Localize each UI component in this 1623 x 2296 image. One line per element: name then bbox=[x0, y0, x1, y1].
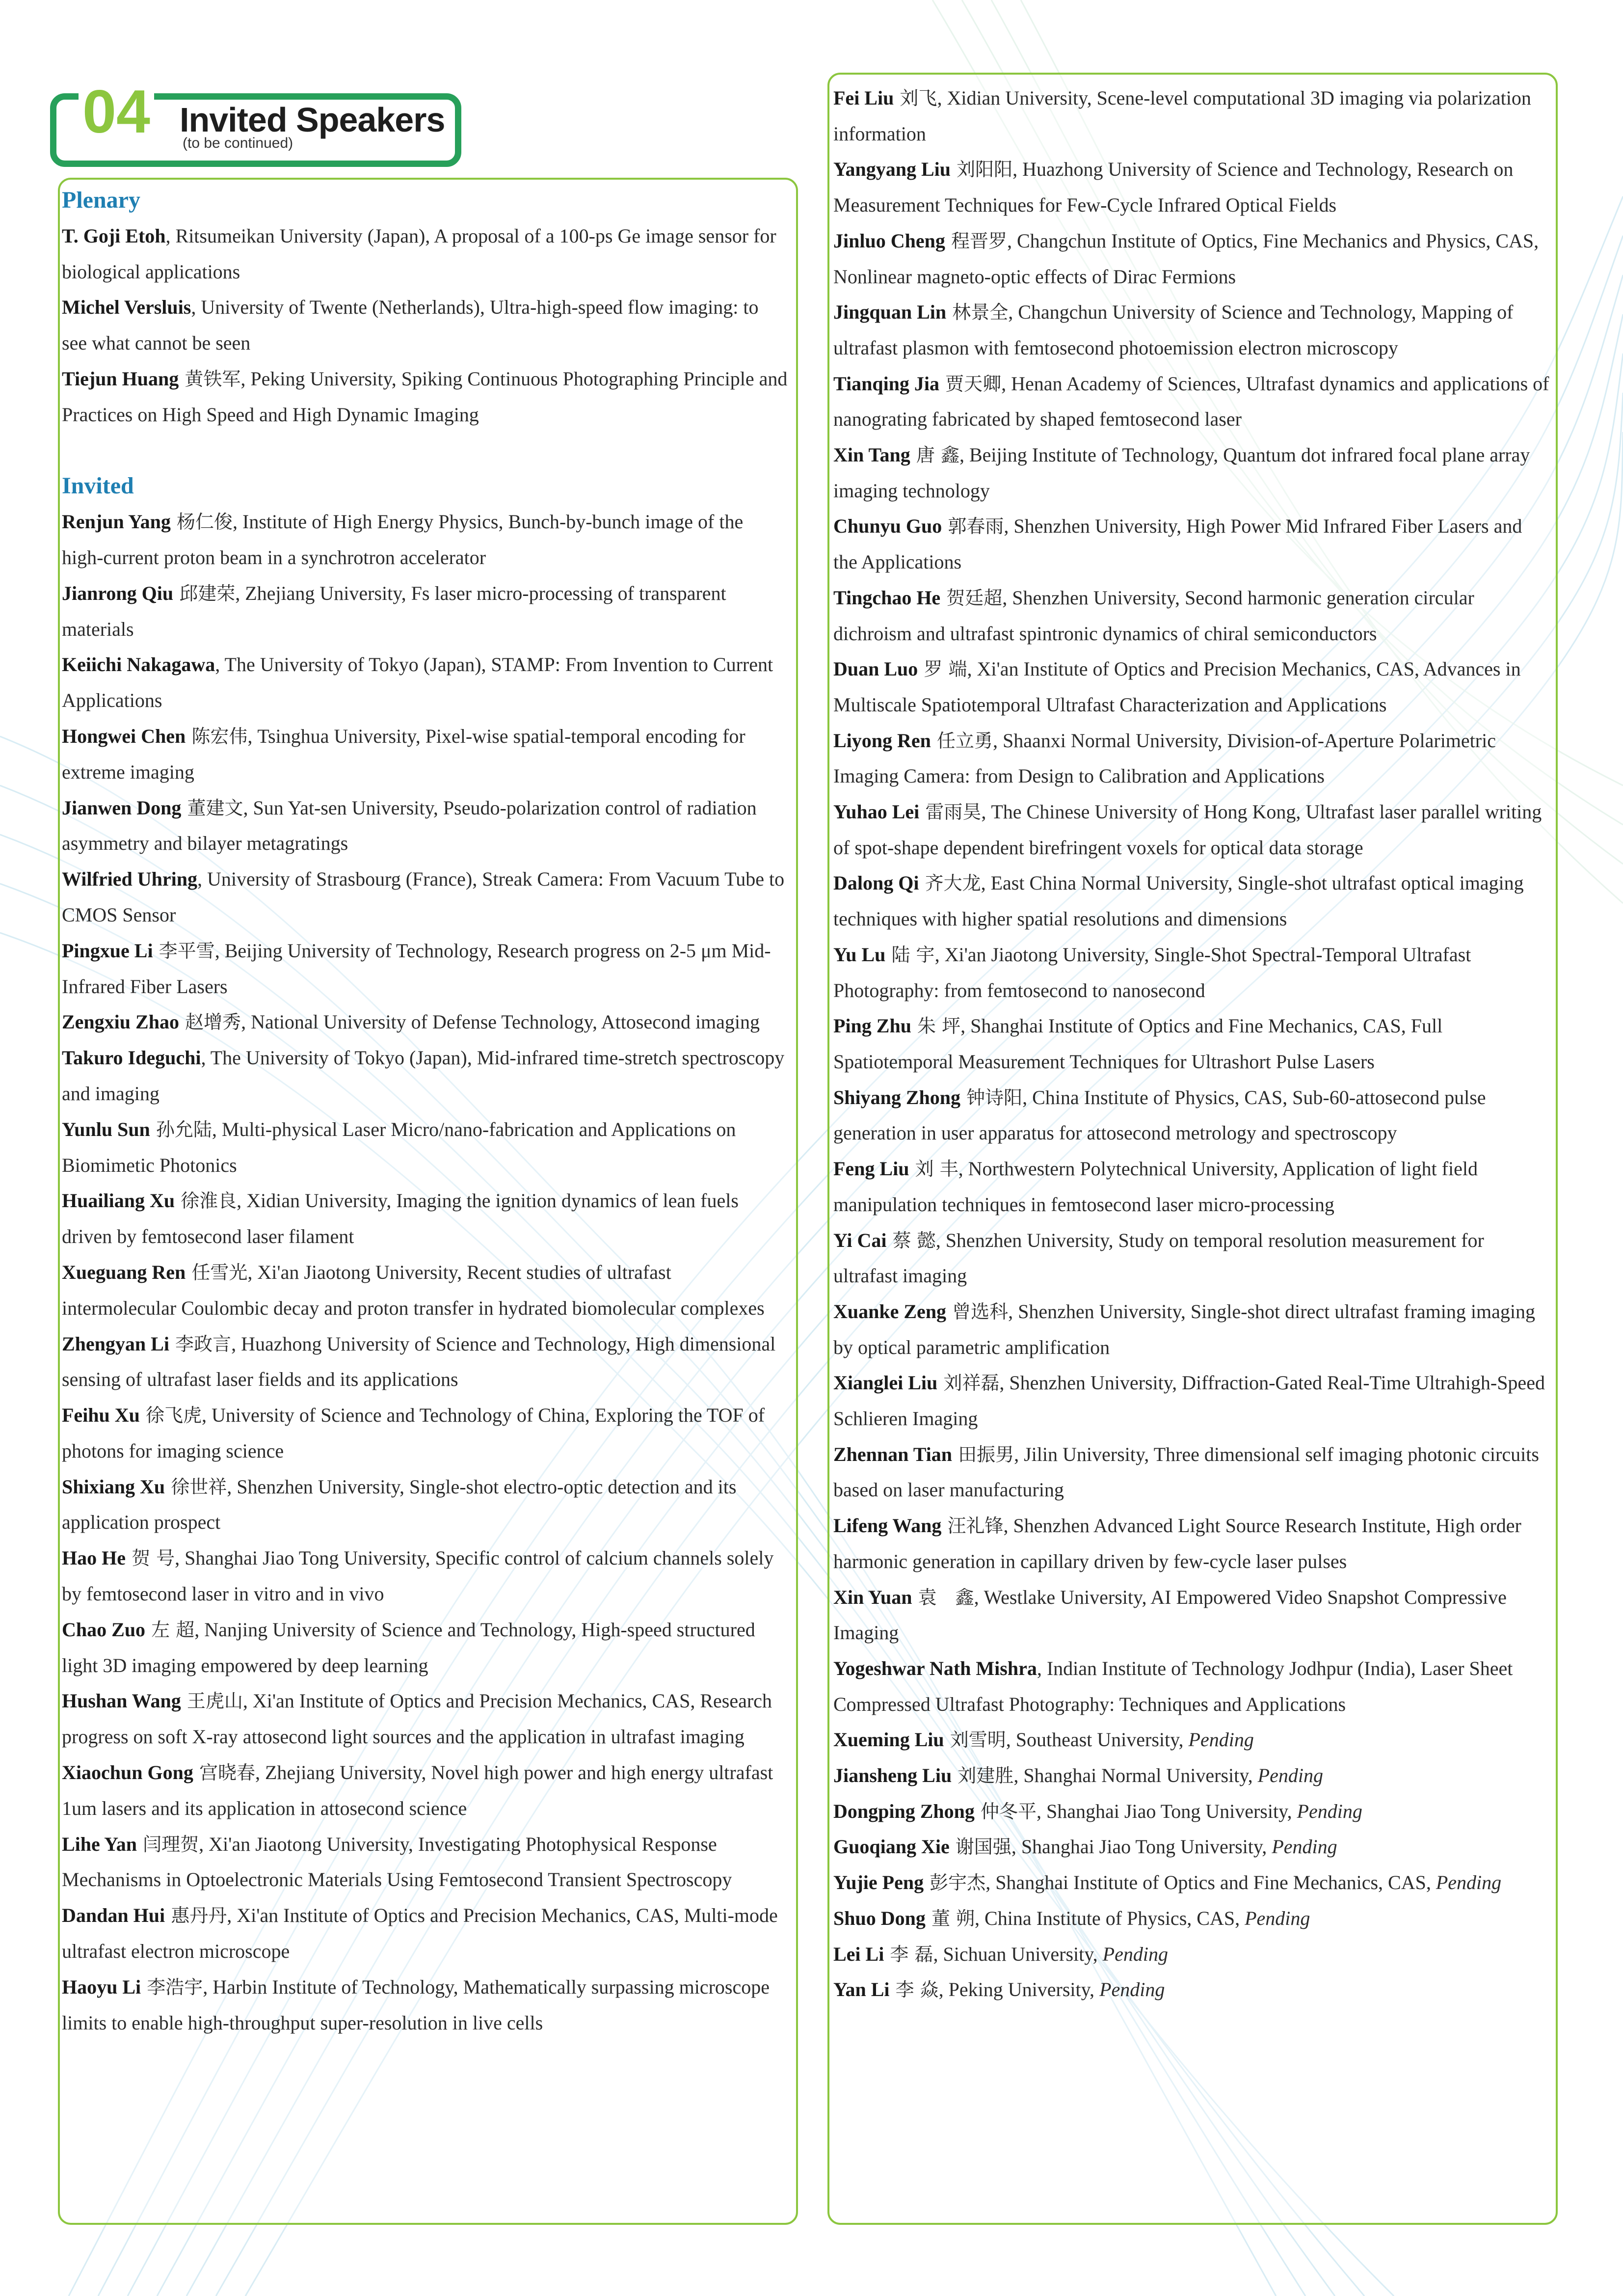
speaker-chinese-name: 郭春雨 bbox=[942, 515, 1004, 538]
speaker-affiliation-and-talk: , Harbin Institute of Technology, Mathematically surpassing microscope limits to enable high-throughput super-resolution in live cells bbox=[62, 1975, 770, 2034]
speaker-entry bbox=[833, 1758, 1551, 1794]
speaker-entry bbox=[833, 295, 1551, 366]
speaker-chinese-name: 李 磊 bbox=[884, 1943, 933, 1965]
speaker-affiliation-and-talk: , Xi'an Jiaotong University, Recent studies of ultrafast intermolecular Coulombic decay and proton transfer in hydrated biomolecular complexes bbox=[62, 1261, 765, 1319]
plenary-list bbox=[62, 218, 788, 433]
speaker-chinese-name: 袁 鑫 bbox=[912, 1586, 974, 1608]
speaker-name: Yan Li bbox=[833, 1978, 890, 2001]
speaker-affiliation-and-talk: , Northwestern Polytechnical University, Application of light field manipulation techniques in femtosecond laser micro-processing bbox=[833, 1158, 1478, 1216]
section-number: 04 bbox=[79, 81, 154, 142]
speaker-chinese-name: 左 超 bbox=[145, 1619, 195, 1641]
speaker-affiliation-and-talk: , Shanghai Institute of Optics and Fine Mechanics, CAS, bbox=[985, 1871, 1436, 1894]
speaker-chinese-name: 贾天卿 bbox=[939, 373, 1002, 395]
speaker-chinese-name: 田振男 bbox=[952, 1443, 1014, 1465]
speaker-entry bbox=[833, 1580, 1551, 1651]
speaker-entry bbox=[62, 1970, 788, 2041]
speaker-chinese-name: 陆 宇 bbox=[885, 944, 935, 966]
speaker-chinese-name: 李浩宇 bbox=[141, 1976, 203, 1998]
speaker-entry bbox=[62, 1398, 788, 1469]
speaker-name: Haoyu Li bbox=[62, 1975, 141, 1998]
speaker-name: Yu Lu bbox=[833, 943, 886, 966]
speaker-name: Dalong Qi bbox=[833, 872, 919, 894]
speaker-name: Zengxiu Zhao bbox=[62, 1011, 179, 1033]
speaker-name: Feihu Xu bbox=[62, 1404, 140, 1427]
speaker-entry bbox=[833, 1794, 1551, 1830]
speaker-entry bbox=[62, 933, 788, 1005]
speaker-affiliation-and-talk: , Shanghai Jiao Tong University, bbox=[1037, 1800, 1297, 1822]
speaker-name: Xueming Liu bbox=[833, 1729, 944, 1751]
speaker-entry bbox=[833, 1829, 1551, 1865]
talk-status-pending: Pending bbox=[1436, 1871, 1502, 1894]
speaker-affiliation-and-talk: , Nanjing University of Science and Technology, High-speed structured light 3D imaging empowered by deep learning bbox=[62, 1618, 755, 1676]
page-title: Invited Speakers bbox=[180, 101, 445, 139]
speaker-entry bbox=[62, 361, 788, 433]
speaker-name: Yunlu Sun bbox=[62, 1118, 150, 1140]
speaker-name: Xianglei Liu bbox=[833, 1372, 938, 1394]
speaker-chinese-name: 贺 号 bbox=[125, 1547, 175, 1569]
speaker-chinese-name: 董 朔 bbox=[925, 1907, 975, 1929]
speaker-entry bbox=[833, 1937, 1551, 1972]
speaker-affiliation-and-talk: , Sichuan University, bbox=[933, 1943, 1103, 1965]
speaker-entry bbox=[62, 1827, 788, 1898]
speaker-entry bbox=[62, 1112, 788, 1184]
speaker-entry bbox=[833, 723, 1551, 794]
speaker-entry bbox=[833, 1223, 1551, 1294]
speaker-affiliation-and-talk: , The Chinese University of Hong Kong, Ultrafast laser parallel writing of spot-shape dependent birefringent voxels for optical data storage bbox=[833, 801, 1542, 859]
speaker-entry bbox=[62, 790, 788, 862]
speaker-chinese-name: 朱 坪 bbox=[911, 1015, 961, 1037]
plenary-heading: Plenary bbox=[62, 187, 140, 213]
speaker-entry bbox=[833, 1972, 1551, 2008]
speaker-chinese-name: 齐大龙 bbox=[919, 872, 981, 894]
speaker-chinese-name: 林景全 bbox=[946, 301, 1009, 324]
speaker-affiliation-and-talk: , China Institute of Physics, CAS, Sub-60-attosecond pulse generation in user apparatus for attosecond metrology and spectroscopy bbox=[833, 1086, 1486, 1144]
speaker-affiliation-and-talk: , Shenzhen University, Second harmonic generation circular dichroism and ultrafast spintronic dynamics of chiral semiconductors bbox=[833, 586, 1474, 645]
speaker-affiliation-and-talk: , Changchun Institute of Optics, Fine Mechanics and Physics, CAS, Nonlinear magneto-optic effects of Dirac Fermions bbox=[833, 229, 1539, 288]
speaker-chinese-name: 闫理贺 bbox=[137, 1833, 199, 1855]
section-spacer bbox=[62, 433, 788, 469]
speaker-affiliation-and-talk: , Shenzhen Advanced Light Source Research Institute, High order harmonic generation in capillary driven by few-cycle laser pulses bbox=[833, 1514, 1521, 1572]
speaker-entry bbox=[833, 580, 1551, 651]
speaker-affiliation-and-talk: , China Institute of Physics, CAS, bbox=[975, 1907, 1245, 1929]
speaker-entry bbox=[62, 1469, 788, 1541]
speaker-affiliation-and-talk: , The University of Tokyo (Japan), Mid-infrared time-stretch spectroscopy and imaging bbox=[62, 1047, 785, 1105]
speaker-affiliation-and-talk: , Shenzhen University, High Power Mid Infrared Fiber Lasers and the Applications bbox=[833, 515, 1522, 573]
speaker-entry bbox=[62, 576, 788, 648]
speaker-name: Jianwen Dong bbox=[62, 796, 182, 819]
talk-status-pending: Pending bbox=[1099, 1978, 1165, 2001]
speaker-affiliation-and-talk: , East China Normal University, Single-shot ultrafast optical imaging techniques with higher spatial resolutions and dimensions bbox=[833, 872, 1524, 930]
speaker-affiliation-and-talk: , Huazhong University of Science and Technology, High dimensional sensing of ultrafast laser fields and its applications bbox=[62, 1332, 776, 1391]
speaker-chinese-name: 赵增秀 bbox=[179, 1011, 241, 1033]
talk-status-pending: Pending bbox=[1188, 1729, 1254, 1751]
speaker-name: Yogeshwar Nath Mishra bbox=[833, 1657, 1037, 1679]
speaker-affiliation-and-talk: , Xi'an Institute of Optics and Precision Mechanics, CAS, Research progress on soft X-ray attosecond light sources and the application in ultrafast imaging bbox=[62, 1690, 772, 1748]
speaker-chinese-name: 程晋罗 bbox=[945, 230, 1007, 252]
speaker-name: Hushan Wang bbox=[62, 1690, 181, 1712]
speaker-chinese-name: 任雪光 bbox=[186, 1261, 248, 1283]
invited-list bbox=[62, 504, 788, 2041]
speaker-entry bbox=[833, 509, 1551, 580]
speaker-chinese-name: 谢国强 bbox=[949, 1836, 1011, 1858]
speaker-affiliation-and-talk: , Jilin University, Three dimensional self imaging photonic circuits based on laser manufacturing bbox=[833, 1443, 1539, 1501]
speaker-affiliation-and-talk: , Zhejiang University, Fs laser micro-processing of transparent materials bbox=[62, 582, 726, 640]
speaker-chinese-name: 曾选科 bbox=[946, 1300, 1009, 1323]
speaker-affiliation-and-talk: , Southeast University, bbox=[1006, 1729, 1189, 1751]
speaker-affiliation-and-talk: , Shenzhen University, Single-shot electro-optic detection and its application prospect bbox=[62, 1475, 737, 1534]
speaker-name: Ping Zhu bbox=[833, 1015, 911, 1037]
speaker-name: Jiansheng Liu bbox=[833, 1764, 952, 1787]
speaker-name: T. Goji Etoh bbox=[62, 224, 166, 247]
speaker-name: Jinluo Cheng bbox=[833, 229, 945, 252]
speaker-chinese-name: 杨仁俊 bbox=[170, 511, 233, 533]
talk-status-pending: Pending bbox=[1272, 1836, 1337, 1858]
speaker-affiliation-and-talk: , Multi-physical Laser Micro/nano-fabrication and Applications on Biomimetic Photonics bbox=[62, 1118, 736, 1176]
speaker-chinese-name: 蔡 懿 bbox=[886, 1229, 936, 1251]
speaker-affiliation-and-talk: , Sun Yat-sen University, Pseudo-polarization control of radiation asymmetry and bilayer metagratings bbox=[62, 796, 757, 855]
speaker-name: Hao He bbox=[62, 1547, 126, 1569]
speaker-affiliation-and-talk: , Shanghai Jiao Tong University, bbox=[1011, 1836, 1272, 1858]
speaker-chinese-name: 李平雪 bbox=[153, 940, 215, 962]
speaker-entry bbox=[833, 651, 1551, 723]
speaker-entry bbox=[833, 937, 1551, 1008]
speaker-name: Chunyu Guo bbox=[833, 515, 942, 538]
speaker-chinese-name: 仲冬平 bbox=[974, 1800, 1037, 1822]
speaker-chinese-name: 李政言 bbox=[169, 1333, 232, 1355]
speaker-name: Keiichi Nakagawa bbox=[62, 653, 215, 676]
speaker-name: Takuro Ideguchi bbox=[62, 1047, 201, 1069]
speaker-affiliation-and-talk: , Shenzhen University, Single-shot direct ultrafast framing imaging by optical parametric amplification bbox=[833, 1300, 1535, 1358]
speaker-affiliation-and-talk: , Beijing Institute of Technology, Quantum dot infrared focal plane array imaging technology bbox=[833, 444, 1530, 502]
speaker-chinese-name: 刘 丰 bbox=[909, 1158, 958, 1180]
speaker-entry bbox=[833, 1437, 1551, 1508]
speaker-name: Fei Liu bbox=[833, 87, 894, 109]
speaker-chinese-name: 孙允陆 bbox=[150, 1118, 212, 1140]
speaker-chinese-name: 刘雪明 bbox=[944, 1729, 1006, 1751]
speaker-name: Shiyang Zhong bbox=[833, 1086, 961, 1108]
speaker-chinese-name: 刘祥磊 bbox=[937, 1372, 1000, 1394]
speaker-name: Xueguang Ren bbox=[62, 1261, 186, 1283]
speaker-name: Zhengyan Li bbox=[62, 1332, 169, 1355]
invited-heading: Invited bbox=[62, 473, 134, 499]
speaker-chinese-name: 钟诗阳 bbox=[960, 1086, 1023, 1108]
speaker-name: Jianrong Qiu bbox=[62, 582, 174, 604]
speaker-entry bbox=[62, 1183, 788, 1255]
speaker-name: Hongwei Chen bbox=[62, 725, 186, 747]
speaker-chinese-name: 黄铁军 bbox=[179, 368, 241, 390]
speaker-entry bbox=[62, 1683, 788, 1755]
talk-status-pending: Pending bbox=[1102, 1943, 1168, 1965]
speaker-entry bbox=[62, 290, 788, 361]
speaker-entry bbox=[833, 223, 1551, 295]
speaker-affiliation-and-talk: , Peking University, Spiking Continuous Photographing Principle and Practices on High Speed and High Dynamic Imaging bbox=[62, 367, 788, 426]
speaker-affiliation-and-talk: , University of Twente (Netherlands), Ultra-high-speed flow imaging: to see what cannot be seen bbox=[62, 296, 759, 354]
speaker-name: Dandan Hui bbox=[62, 1904, 165, 1927]
speaker-affiliation-and-talk: , Shanghai Jiao Tong University, Specific control of calcium channels solely by femtosecond laser in vitro and in vivo bbox=[62, 1547, 774, 1605]
speaker-affiliation-and-talk: , Indian Institute of Technology Jodhpur (India), Laser Sheet Compressed Ultrafast Photography: Techniques and Applications bbox=[833, 1657, 1513, 1715]
speaker-affiliation-and-talk: , Henan Academy of Sciences, Ultrafast dynamics and applications of nanograting fabricated by shaped femtosecond laser bbox=[833, 372, 1549, 431]
speaker-entry bbox=[62, 1255, 788, 1326]
speaker-chinese-name: 雷雨昊 bbox=[919, 801, 982, 823]
speaker-chinese-name: 董建文 bbox=[181, 797, 243, 819]
speaker-affiliation-and-talk: , Huazhong University of Science and Technology, Research on Measurement Techniques for Few-Cycle Infrared Optical Fields bbox=[833, 158, 1514, 216]
speaker-entry bbox=[62, 1755, 788, 1827]
speaker-chinese-name: 徐淮良 bbox=[175, 1190, 237, 1212]
speaker-entry bbox=[62, 1040, 788, 1112]
speaker-name: Tianqing Jia bbox=[833, 372, 940, 395]
speaker-chinese-name: 王虎山 bbox=[181, 1690, 243, 1712]
speaker-affiliation-and-talk: , University of Strasbourg (France), Streak Camera: From Vacuum Tube to CMOS Sensor bbox=[62, 868, 785, 926]
speaker-affiliation-and-talk: , Beijing University of Technology, Research progress on 2-5 μm Mid-Infrared Fiber Lasers bbox=[62, 939, 771, 998]
speaker-chinese-name: 罗 端 bbox=[918, 658, 967, 680]
speaker-name: Lifeng Wang bbox=[833, 1514, 942, 1537]
speaker-entry bbox=[62, 719, 788, 790]
speaker-chinese-name: 唐 鑫 bbox=[910, 444, 959, 466]
speaker-entry bbox=[62, 1326, 788, 1398]
speaker-name: Xuanke Zeng bbox=[833, 1300, 947, 1323]
speaker-affiliation-and-talk: , Zhejiang University, Novel high power and high energy ultrafast 1um lasers and its application in attosecond science bbox=[62, 1761, 773, 1819]
speaker-name: Renjun Yang bbox=[62, 511, 171, 533]
speaker-affiliation-and-talk: , Ritsumeikan University (Japan), A proposal of a 100-ps Ge image sensor for biological applications bbox=[62, 224, 776, 283]
speaker-entry bbox=[62, 1612, 788, 1684]
speaker-name: Zhennan Tian bbox=[833, 1443, 953, 1465]
speaker-name: Xin Tang bbox=[833, 444, 910, 466]
page-subtitle: (to be continued) bbox=[183, 135, 293, 151]
speaker-affiliation-and-talk: , The University of Tokyo (Japan), STAMP: From Invention to Current Applications bbox=[62, 653, 773, 712]
speaker-chinese-name: 刘阳阳 bbox=[950, 159, 1013, 181]
speaker-affiliation-and-talk: , Xi'an Institute of Optics and Precision Mechanics, CAS, Advances in Multiscale Spatiotemporal Ultrafast Characterization and Applications bbox=[833, 658, 1521, 716]
speaker-name: Dongping Zhong bbox=[833, 1800, 975, 1822]
speaker-entry bbox=[833, 152, 1551, 223]
speaker-name: Pingxue Li bbox=[62, 939, 153, 962]
speaker-entry bbox=[62, 1004, 788, 1040]
speaker-entry bbox=[62, 1540, 788, 1612]
speaker-entry bbox=[833, 1508, 1551, 1579]
speaker-name: Yi Cai bbox=[833, 1229, 887, 1251]
speaker-name: Chao Zuo bbox=[62, 1618, 146, 1641]
speaker-chinese-name: 邱建荣 bbox=[173, 582, 236, 604]
speaker-affiliation-and-talk: , University of Science and Technology of China, Exploring the TOF of photons for imaging science bbox=[62, 1404, 765, 1462]
speaker-chinese-name: 惠丹丹 bbox=[165, 1905, 227, 1927]
right-column bbox=[833, 81, 1551, 2008]
speaker-name: Tingchao He bbox=[833, 586, 941, 609]
speaker-affiliation-and-talk: , Institute of High Energy Physics, Bunch-by-bunch image of the high-current proton beam in a synchrotron accelerator bbox=[62, 511, 744, 568]
speaker-name: Liyong Ren bbox=[833, 729, 931, 752]
speaker-affiliation-and-talk: , Xidian University, Scene-level computational 3D imaging via polarization information bbox=[833, 87, 1531, 145]
speaker-entry bbox=[833, 1151, 1551, 1222]
speaker-chinese-name: 徐飞虎 bbox=[139, 1405, 202, 1427]
speaker-chinese-name: 任立勇 bbox=[931, 729, 993, 752]
speaker-affiliation-and-talk: , Xi'an Jiaotong University, Single-Shot Spectral-Temporal Ultrafast Photography: from femtosecond to nanosecond bbox=[833, 943, 1471, 1001]
speaker-entry bbox=[833, 366, 1551, 437]
speaker-entry bbox=[833, 1294, 1551, 1365]
speaker-chinese-name: 刘建胜 bbox=[952, 1765, 1014, 1787]
speaker-entry bbox=[833, 1080, 1551, 1151]
speaker-affiliation-and-talk: , Peking University, bbox=[938, 1978, 1100, 2001]
speaker-chinese-name: 宫晓春 bbox=[193, 1762, 255, 1784]
speaker-name: Yujie Peng bbox=[833, 1871, 924, 1894]
speaker-entry bbox=[62, 504, 788, 576]
speaker-name: Huailiang Xu bbox=[62, 1189, 175, 1212]
speaker-affiliation-and-talk: , Shanghai Normal University, bbox=[1013, 1764, 1258, 1787]
speaker-name: Lei Li bbox=[833, 1943, 884, 1965]
speaker-entry bbox=[833, 1901, 1551, 1937]
speaker-chinese-name: 彭宇杰 bbox=[924, 1872, 986, 1894]
speaker-entry bbox=[833, 1722, 1551, 1758]
speaker-entry bbox=[833, 1865, 1551, 1901]
speaker-affiliation-and-talk: , National University of Defense Technology, Attosecond imaging bbox=[241, 1011, 760, 1033]
speaker-affiliation-and-talk: , Tsinghua University, Pixel-wise spatial-temporal encoding for extreme imaging bbox=[62, 725, 745, 783]
speaker-entry bbox=[62, 647, 788, 719]
speaker-affiliation-and-talk: , Changchun University of Science and Technology, Mapping of ultrafast plasmon with femtosecond photoemission electron microscopy bbox=[833, 301, 1514, 359]
speaker-entry bbox=[833, 437, 1551, 509]
speaker-name: Xiaochun Gong bbox=[62, 1761, 193, 1784]
speaker-entry bbox=[62, 1898, 788, 1970]
talk-status-pending: Pending bbox=[1245, 1907, 1310, 1929]
speaker-affiliation-and-talk: , Westlake University, AI Empowered Video Snapshot Compressive Imaging bbox=[833, 1586, 1507, 1644]
speaker-affiliation-and-talk: , Shanghai Institute of Optics and Fine Mechanics, CAS, Full Spatiotemporal Measurement Techniques for Ultrashort Pulse Lasers bbox=[833, 1015, 1443, 1073]
speaker-name: Guoqiang Xie bbox=[833, 1836, 950, 1858]
speaker-name: Feng Liu bbox=[833, 1158, 909, 1180]
speaker-name: Shixiang Xu bbox=[62, 1475, 165, 1498]
speaker-entry bbox=[62, 862, 788, 933]
speaker-name: Duan Luo bbox=[833, 658, 918, 680]
speaker-entry bbox=[833, 865, 1551, 937]
speaker-affiliation-and-talk: , Xi'an Institute of Optics and Precision Mechanics, CAS, Multi-mode ultrafast electron microscope bbox=[62, 1904, 778, 1963]
speaker-entry bbox=[833, 81, 1551, 152]
speaker-entry bbox=[833, 1008, 1551, 1080]
speaker-chinese-name: 陈宏伟 bbox=[186, 725, 248, 747]
speaker-affiliation-and-talk: , Xidian University, Imaging the ignition dynamics of lean fuels driven by femtosecond laser filament bbox=[62, 1189, 739, 1248]
speaker-name: Yangyang Liu bbox=[833, 158, 951, 181]
speaker-affiliation-and-talk: , Xi'an Jiaotong University, Investigating Photophysical Response Mechanisms in Optoelectronic Materials Using Femtosecond Transient Spectroscopy bbox=[62, 1833, 732, 1891]
speaker-chinese-name: 汪礼锋 bbox=[941, 1515, 1004, 1537]
talk-status-pending: Pending bbox=[1257, 1764, 1323, 1787]
speaker-affiliation-and-talk: , Shenzhen University, Diffraction-Gated Real-Time Ultrahigh-Speed Schlieren Imaging bbox=[833, 1372, 1545, 1430]
speaker-chinese-name: 李 焱 bbox=[889, 1979, 939, 2001]
invited-list-continued bbox=[833, 81, 1551, 2008]
talk-status-pending: Pending bbox=[1297, 1800, 1362, 1822]
speaker-entry bbox=[833, 794, 1551, 865]
speaker-affiliation-and-talk: , Shenzhen University, Study on temporal resolution measurement for ultrafast imaging bbox=[833, 1229, 1484, 1287]
speaker-name: Tiejun Huang bbox=[62, 367, 179, 390]
left-column bbox=[62, 183, 788, 2041]
speaker-name: Lihe Yan bbox=[62, 1833, 137, 1855]
speaker-name: Jingquan Lin bbox=[833, 301, 947, 324]
speaker-name: Yuhao Lei bbox=[833, 801, 920, 823]
speaker-name: Shuo Dong bbox=[833, 1907, 926, 1929]
speaker-entry bbox=[62, 218, 788, 290]
speaker-name: Xin Yuan bbox=[833, 1586, 912, 1608]
speaker-affiliation-and-talk: , Shaanxi Normal University, Division-of-Aperture Polarimetric Imaging Camera: from Design to Calibration and Applications bbox=[833, 729, 1496, 787]
speaker-chinese-name: 徐世祥 bbox=[165, 1476, 227, 1498]
speaker-name: Wilfried Uhring bbox=[62, 868, 197, 891]
speaker-entry bbox=[833, 1365, 1551, 1436]
speaker-chinese-name: 贺廷超 bbox=[940, 587, 1003, 609]
speaker-name: Michel Versluis bbox=[62, 296, 191, 319]
speaker-entry bbox=[833, 1651, 1551, 1722]
speaker-chinese-name: 刘飞 bbox=[894, 87, 937, 109]
